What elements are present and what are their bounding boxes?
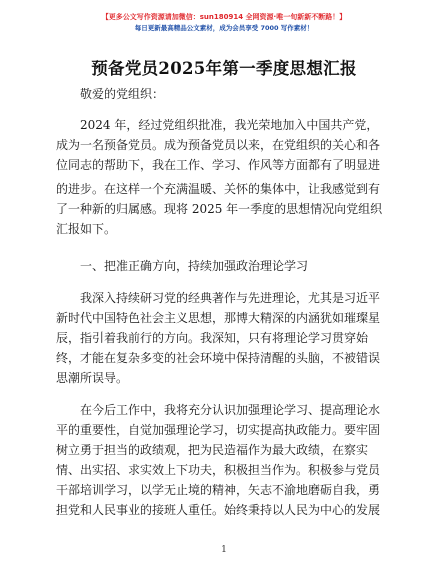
paragraph-line: 树立勇于担当的政绩观，把为民造福作为最大政绩，在察实 [56, 443, 369, 457]
paragraph-line: 的进步。在这样一个充满温暖、关怀的集体中，让我感觉到有 [56, 182, 381, 196]
paragraph-line: 汇报如下。 [56, 222, 117, 236]
paragraph-line: 成为一名预备党员。成为预备党员以来，在党组织的关心和各 [56, 138, 381, 152]
paragraph-line: 终，才能在复杂多变的社会环境中保持清醒的头脑，不被错误 [56, 351, 381, 365]
paragraph-line: 辰，指引着我前行的方向。我深知，只有将理论学习贯穿始 [56, 331, 369, 345]
paragraph-line: 了一种新的归属感。现将 2025 年一季度的思想情况向党组织 [56, 202, 383, 216]
paragraph-line: 在今后工作中，我将充分认识加强理论学习、提高理论水 [80, 403, 381, 417]
document-title: 预备党员2025年第一季度思想汇报 [91, 59, 357, 78]
paragraph-line: 2024 年，经过党组织批准，我光荣地加入中国共产党， [80, 118, 379, 132]
page-number: 1 [221, 545, 227, 555]
paragraph-line: 位同志的帮助下，我在工作、学习、作风等方面都有了明显进 [56, 158, 381, 172]
paragraph-line: 思潮所误导。 [56, 371, 129, 385]
paragraph-line: 担党和人民事业的接班人重任。始终秉持以人民为中心的发展 [56, 503, 381, 517]
paragraph-line: 情、出实招、求实效上下功夫，积极担当作为。积极参与党员 [56, 463, 381, 477]
paragraph-line: 干部培训学习，以学无止境的精神，矢志不渝地磨砺自我，勇 [56, 483, 381, 497]
paragraph-line: 平的重要性，自觉加强理论学习，切实提高执政能力。要牢固 [56, 423, 381, 437]
section-heading: 一、把准正确方向，持续加强政治理论学习 [80, 259, 309, 273]
salutation: 敬爱的党组织： [80, 87, 165, 101]
paragraph-line: 新时代中国特色社会主义思想，那博大精深的内涵犹如璀璨星 [56, 311, 381, 325]
paragraph-line: 我深入持续研习党的经典著作与先进理论，尤其是习近平 [80, 291, 381, 305]
header-banner-subtitle: 每日更新最高精品公文素材，成为会员享受 7000 写作素材！ [134, 24, 314, 32]
header-banner-promo: 【更多公文写作资源请加微信：sun180914 全网资源·唯一旬新新不断路！】 [101, 13, 347, 21]
